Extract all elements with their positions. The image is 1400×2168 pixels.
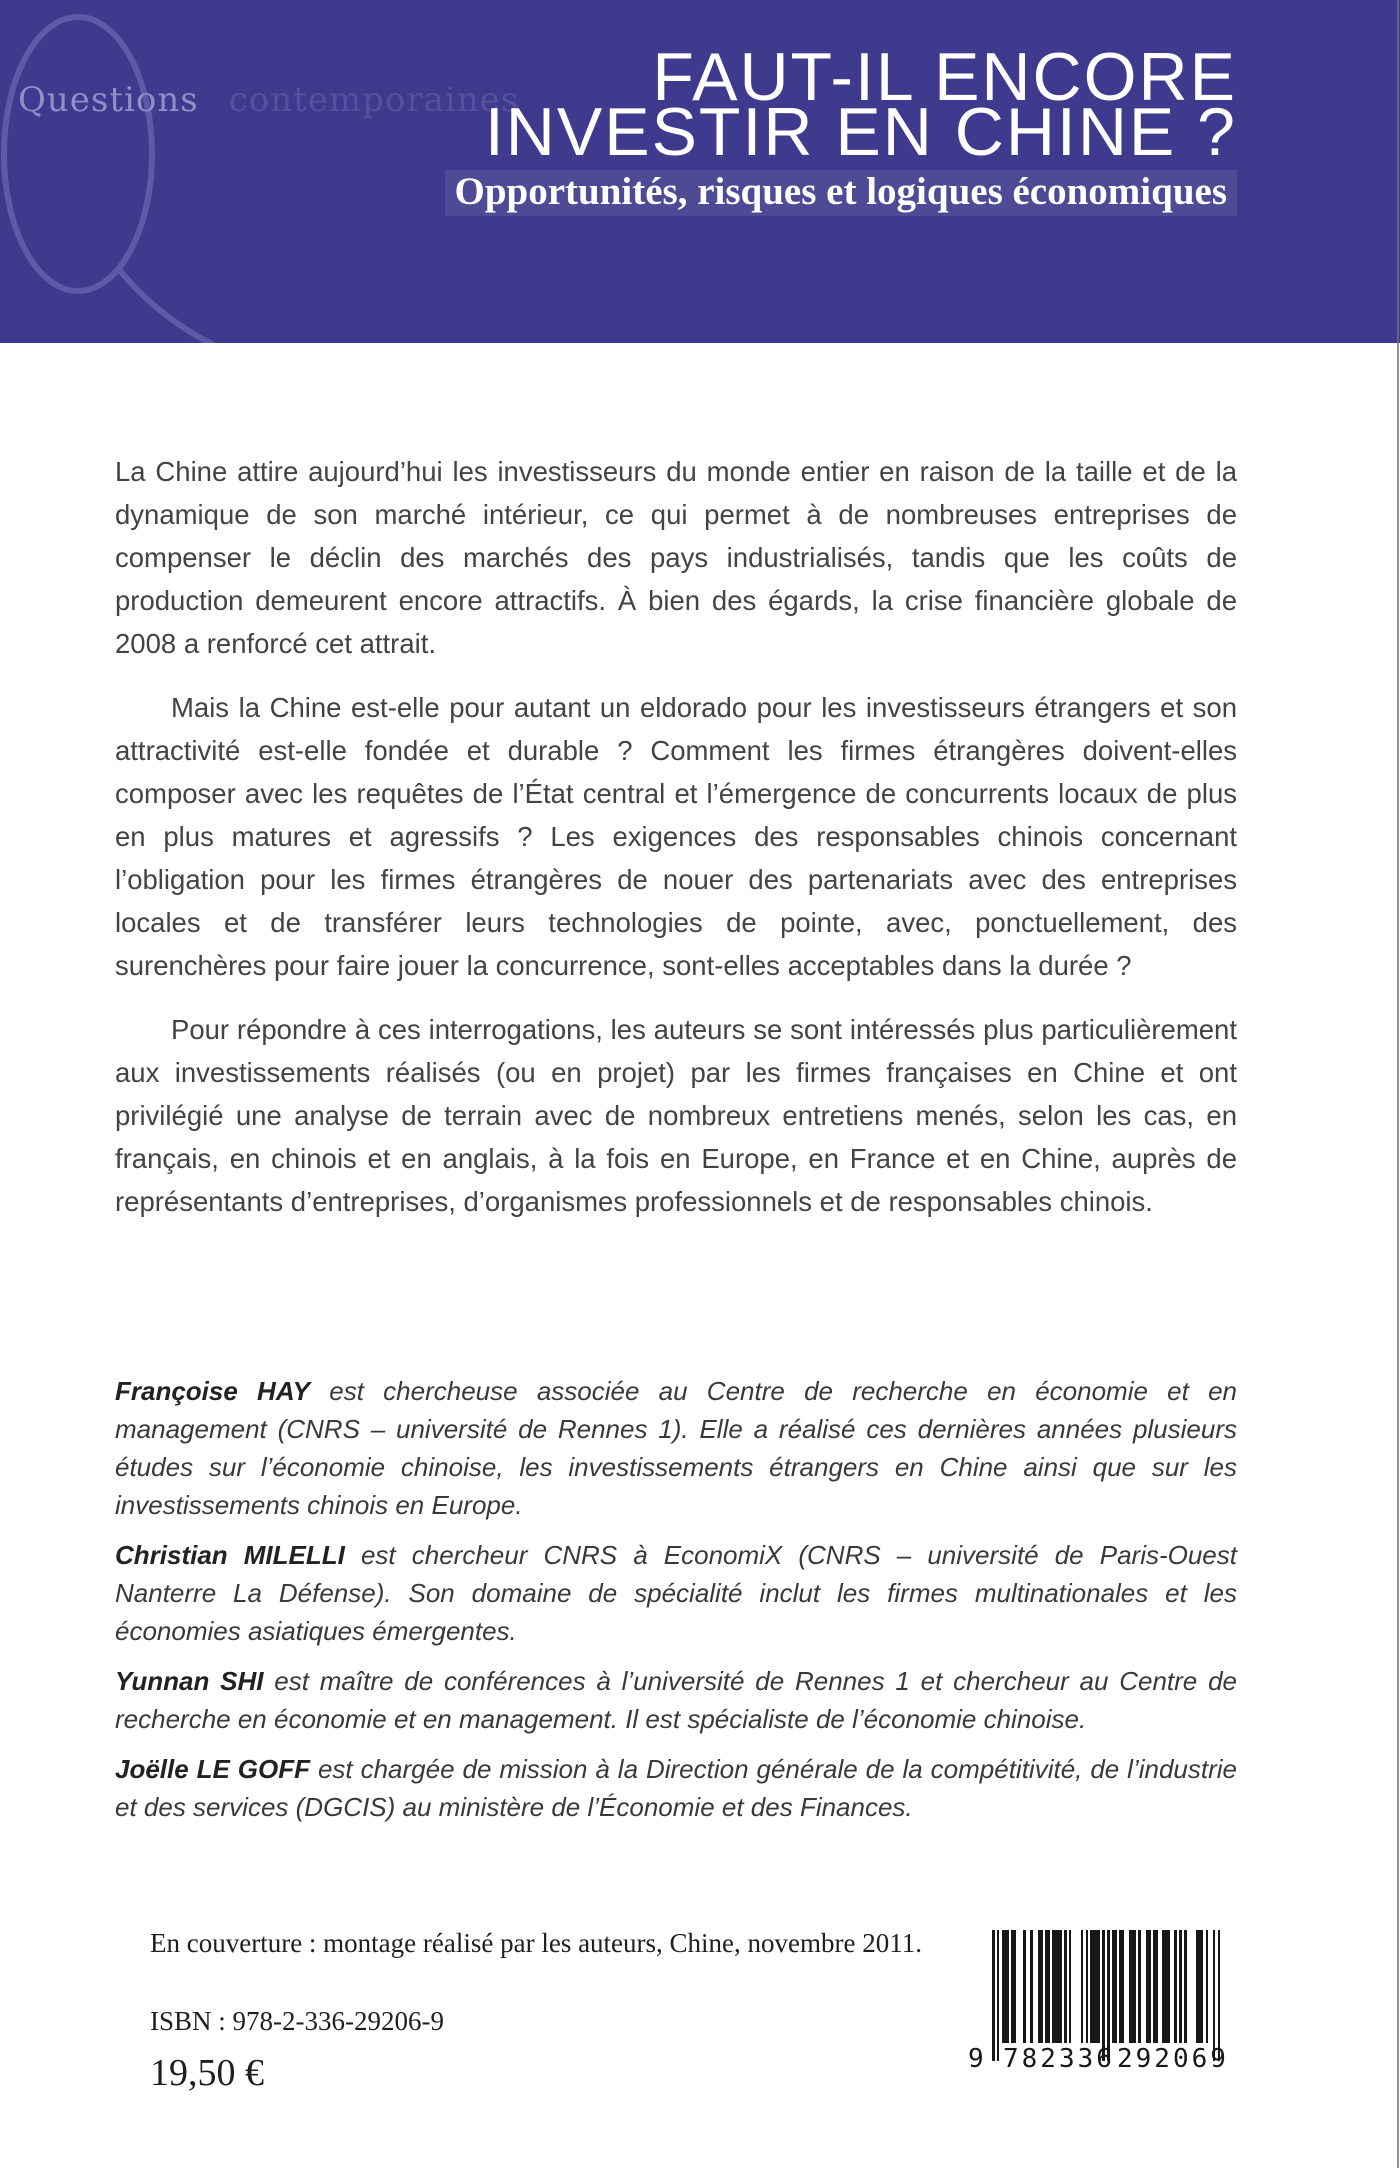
author-name: Françoise HAY (115, 1376, 311, 1406)
author-bios (115, 1372, 1237, 1838)
collection-word-contemporaines: contemporaines (228, 80, 520, 120)
author-bio (115, 1662, 1237, 1738)
cover-credit: En couverture : montage réalisé par les auteurs, Chine, novembre 2011. (150, 1928, 922, 1958)
book-title-line1: FAUT-IL ENCORE (652, 39, 1237, 115)
header-band (0, 0, 1400, 343)
title-block (445, 39, 1237, 216)
barcode-digit-prefix: 9 (968, 2044, 987, 2074)
author-bio-text: est chercheuse associée au Centre de recherche en économie et en management (CNRS – université de Rennes 1). Elle a réalisé ces dernières années plusieurs études sur l’économie chinoise, les investissements étrangers en Chine ainsi que sur les investissements chinois en Europe. (115, 1376, 1238, 1520)
author-name: Christian MILELLI (115, 1540, 345, 1570)
barcode-digit-group1: 782336 (1003, 2044, 1115, 2074)
author-bio-text: est maître de conférences à l’université de Rennes 1 et chercheur au Centre de recherche en économie et en management. Il est spécialiste de l’économie chinoise. (115, 1666, 1237, 1734)
price: 19,50 € (150, 2052, 264, 2094)
scan-edge-line (1397, 0, 1399, 2168)
collection-word-questions: Questions (18, 80, 199, 120)
synopsis-paragraph-1: La Chine attire aujourd’hui les investisseurs du monde entier en raison de la taille et de la dynamique de son marché intérieur, ce qui permet à de nombreuses entreprises de compenser le déclin des marchés des pays industrialisés, tandis que les coûts de production demeurent encore attractifs. À bien des égards, la crise financière globale de 2008 a renforcé cet attrait. (115, 456, 1237, 659)
colophon (150, 1928, 922, 2093)
author-bio (115, 1372, 1237, 1524)
synopsis (115, 450, 1237, 1244)
author-name: Joëlle LE GOFF (115, 1754, 311, 1784)
synopsis-paragraph-2: Mais la Chine est-elle pour autant un eldorado pour les investisseurs étrangers et son attractivité est-elle fondée et durable ? Comment les firmes étrangères doivent-elles composer avec les requêtes de l’État central et l’émergence de concurrents locaux de plus en plus matures et agressifs ? Les exigences des responsables chinois concernant l’obligation pour les firmes étrangères de nouer des partenariats avec des entreprises locales et de transférer leurs technologies de pointe, avec, ponctuellement, des surenchères pour faire jouer la concurrence, sont-elles acceptables dans la durée ? (115, 692, 1237, 981)
author-bio (115, 1536, 1237, 1650)
author-bio-text: est chercheur CNRS à EconomiX (CNRS – université de Paris-Ouest Nanterre La Défense). Son domaine de spécialité inclut les firmes multinationales et les économies asiatiques émergentes. (115, 1540, 1237, 1646)
author-name: Yunnan SHI (115, 1666, 264, 1696)
book-subtitle: Opportunités, risques et logiques économiques (445, 170, 1237, 216)
barcode-digit-group2: 292069 (1117, 2044, 1229, 2074)
book-title-line2: INVESTIR EN CHINE ? (484, 94, 1237, 170)
author-bio (115, 1750, 1237, 1826)
barcode-bars-icon (992, 1930, 1220, 2061)
isbn: ISBN : 978-2-336-29206-9 (150, 2006, 444, 2036)
barcode (968, 1930, 1229, 2080)
big-q-watermark-icon (0, 6, 250, 343)
synopsis-paragraph-3: Pour répondre à ces interrogations, les auteurs se sont intéressés plus particulièrement aux investissements réalisés (ou en projet) par les firmes françaises en Chine et ont privilégié une analyse de terrain avec de nombreux entretiens menés, selon les cas, en français, en chinois et en anglais, à la fois en Europe, en France et en Chine, auprès de représentants d’entreprises, d’organismes professionnels et de responsables chinois. (115, 1014, 1237, 1217)
author-bio-text: est chargée de mission à la Direction générale de la compétitivité, de l’industrie et des services (DGCIS) au ministère de l’Économie et des Finances. (115, 1754, 1237, 1822)
